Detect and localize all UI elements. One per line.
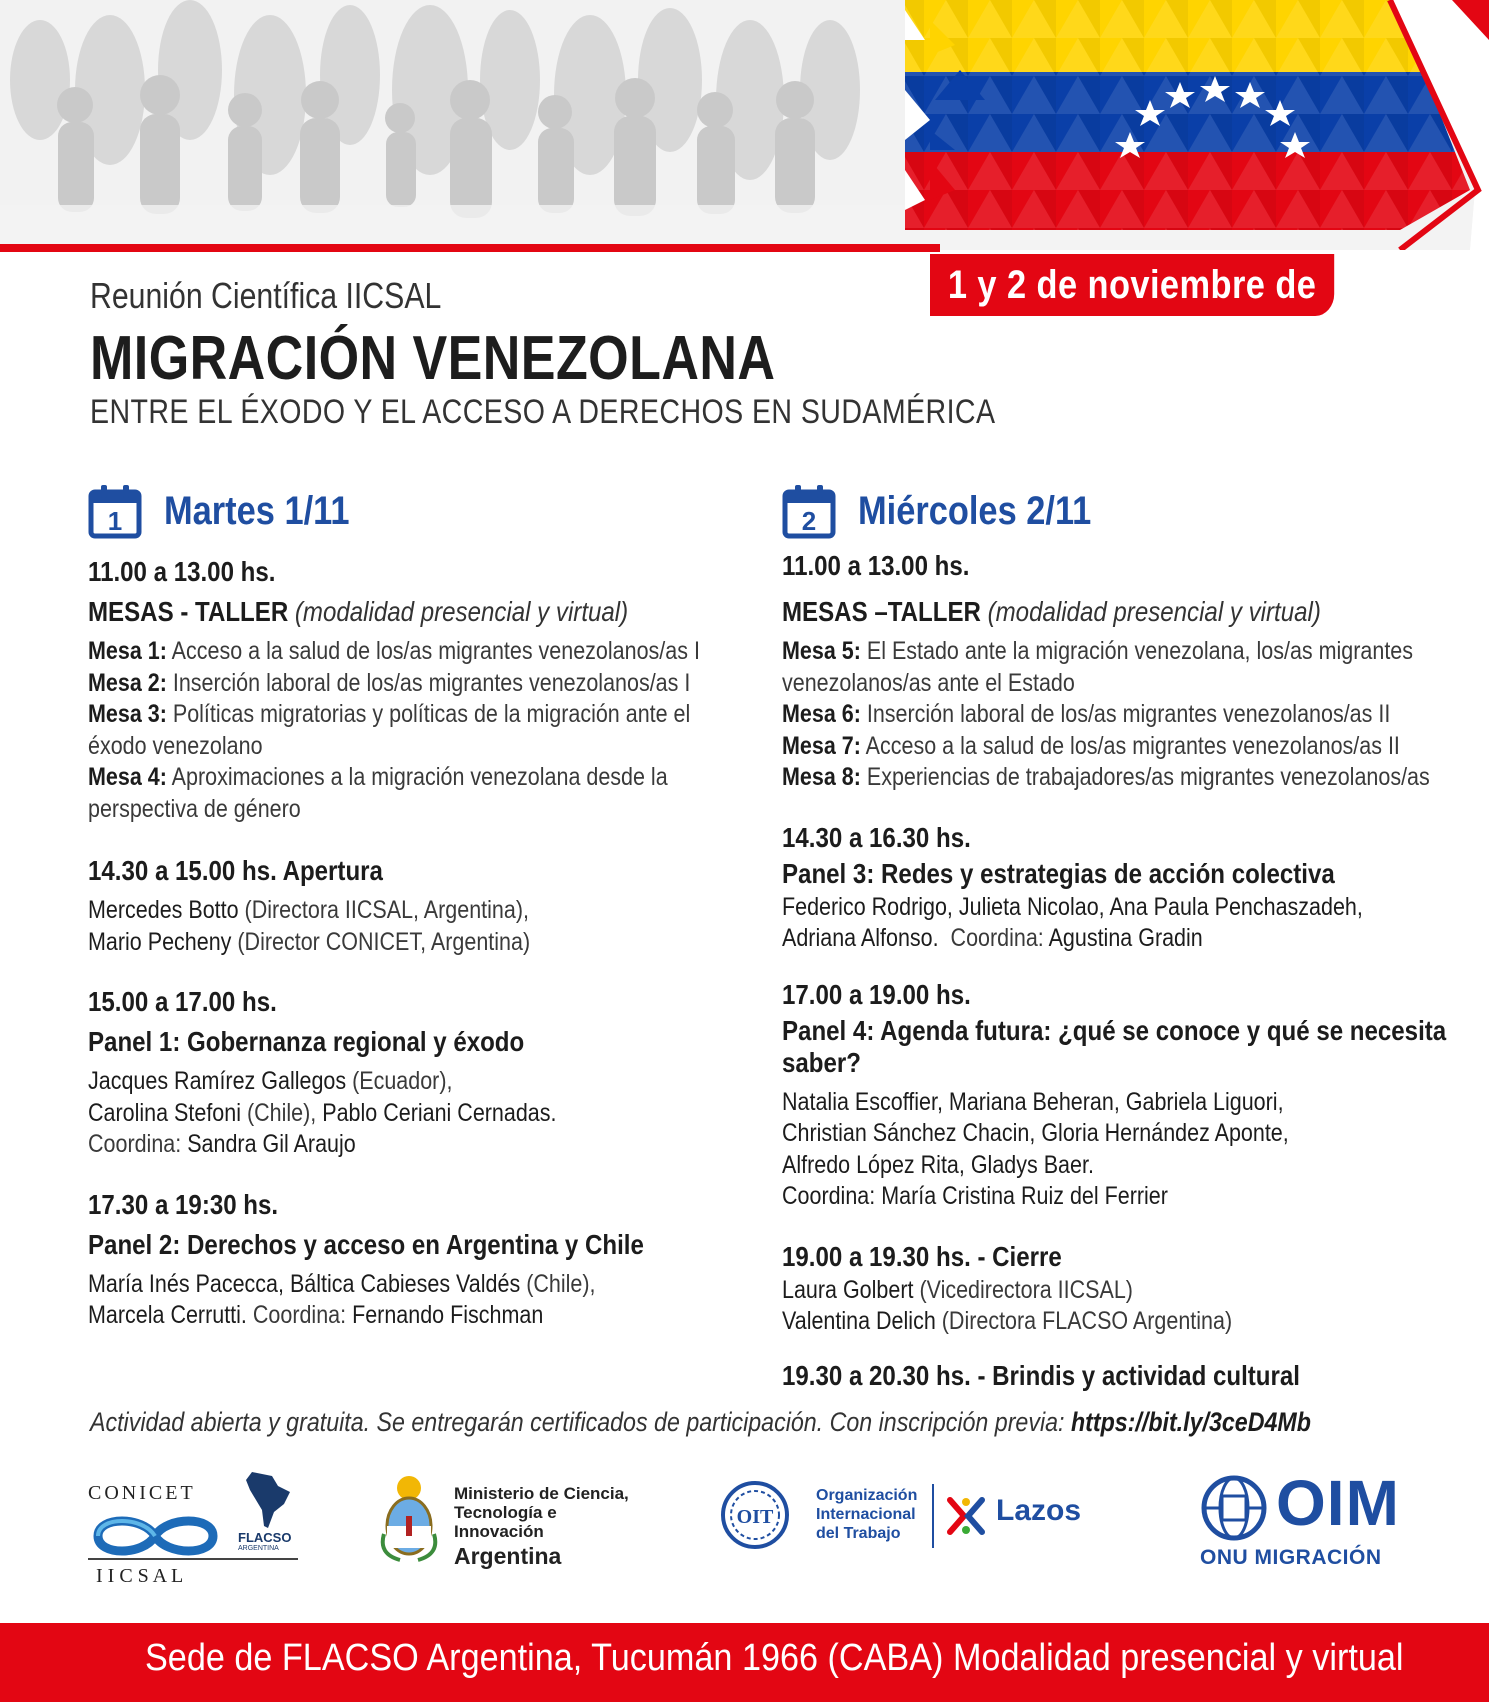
mesa-item: Mesa 1: Acceso a la salud de los/as migrantes venezolanos/as I bbox=[88, 637, 700, 665]
panel-title: Panel 2: Derechos y acceso en Argentina y Chile bbox=[88, 1228, 644, 1260]
svg-text:OIT: OIT bbox=[736, 1506, 774, 1528]
day1-header bbox=[88, 478, 748, 544]
day2-title: Miércoles 2/11 bbox=[858, 488, 1092, 533]
speaker-line: Alfredo López Rita, Gladys Baer. bbox=[782, 1150, 1094, 1179]
calendar-icon bbox=[782, 483, 836, 539]
speaker-line: Marcela Cerrutti. Coordina: Fernando Fischman bbox=[88, 1301, 544, 1329]
mesa-item: Mesa 4: Aproximaciones a la migración venezolana desde la bbox=[88, 763, 668, 791]
speaker-line: Jacques Ramírez Gallegos (Ecuador), bbox=[88, 1067, 453, 1095]
mesa-item: Mesa 6: Inserción laboral de los/as migrantes venezolanos/as II bbox=[782, 700, 1391, 728]
session-time: 15.00 a 17.00 hs. bbox=[88, 986, 277, 1017]
speaker: Mercedes Botto (Directora IICSAL, Argentina), bbox=[88, 896, 529, 924]
speaker: Laura Golbert (Vicedirectora IICSAL) bbox=[782, 1275, 1133, 1304]
iicsal-logo: CONICET FLACSO ARGENTINA I I C S A L bbox=[88, 1470, 298, 1595]
header-divider bbox=[0, 244, 940, 252]
ministerio-logo: Ministerio de Ciencia, Tecnología e Innovación Argentina bbox=[380, 1470, 650, 1570]
event-date-badge: 1 y 2 de noviembre de 2022 bbox=[930, 254, 1334, 316]
speaker: Mario Pecheny (Director CONICET, Argentina) bbox=[88, 927, 531, 956]
event-title: MIGRACIÓN VENEZOLANA bbox=[90, 324, 776, 393]
venue-footer bbox=[0, 1623, 1489, 1702]
calendar-day-number: 2 bbox=[801, 506, 817, 536]
session-time: 19.30 a 20.30 hs. - Brindis y actividad cultural bbox=[782, 1359, 1300, 1391]
infinity-icon bbox=[88, 1508, 223, 1563]
session-time: 17.30 a 19:30 hs. bbox=[88, 1188, 279, 1220]
speaker-line: María Inés Pacecca, Báltica Cabieses Valdés (Chile), bbox=[88, 1269, 596, 1298]
day2-session-panel3 bbox=[782, 822, 1460, 955]
oim-globe-icon bbox=[1200, 1474, 1268, 1542]
panel-title: Panel 4: Agenda futura: ¿qué se conoce y qué se necesita saber? bbox=[782, 1014, 1447, 1078]
day1-title: Martes 1/11 bbox=[164, 488, 350, 533]
venue-text: Sede de FLACSO Argentina, Tucumán 1966 (CABA) Modalidad presencial y virtual bbox=[145, 1637, 1404, 1679]
header-banner bbox=[0, 0, 1489, 250]
day1-session-apertura bbox=[88, 855, 746, 958]
mesa-item: Mesa 7: Acceso a la salud de los/as migrantes venezolanos/as II bbox=[782, 731, 1400, 760]
oim-logo: OIM ONU MIGRACIÓN bbox=[1200, 1467, 1400, 1569]
session-time: 17.00 a 19.00 hs. bbox=[782, 978, 971, 1010]
mesa-item-continued: venezolanos/as ante el Estado bbox=[782, 668, 1075, 697]
lazos-icon bbox=[946, 1496, 986, 1536]
event-kicker: Reunión Científica IICSAL bbox=[90, 275, 442, 316]
coordinator-line: Coordina: María Cristina Ruiz del Ferrier bbox=[782, 1182, 1168, 1210]
day1-session-mesas bbox=[88, 556, 746, 825]
mesa-item-continued: éxodo venezolano bbox=[88, 731, 263, 760]
latin-america-map-icon bbox=[238, 1470, 298, 1530]
venezuela-flag-graphic bbox=[0, 0, 1489, 250]
day2-session-brindis bbox=[782, 1360, 1460, 1392]
session-time: 14.30 a 15.00 hs. Apertura bbox=[88, 855, 383, 886]
day1-column bbox=[88, 478, 748, 1354]
day1-session-panel2 bbox=[88, 1189, 746, 1332]
session-time: 14.30 a 16.30 hs. bbox=[782, 821, 971, 853]
day2-session-mesas bbox=[782, 550, 1460, 794]
speaker-line: Christian Sánchez Chacin, Gloria Hernández Aponte, bbox=[782, 1119, 1289, 1147]
day2-column bbox=[782, 478, 1462, 1414]
mesa-item: Mesa 5: El Estado ante la migración venezolana, los/as migrantes bbox=[782, 637, 1414, 665]
oit-emblem-icon bbox=[720, 1480, 790, 1550]
speaker-line: Federico Rodrigo, Julieta Nicolao, Ana Paula Penchaszadeh, bbox=[782, 892, 1363, 921]
session-time: 11.00 a 13.00 hs. bbox=[88, 556, 276, 587]
coordinator-line: Coordina: Sandra Gil Araujo bbox=[88, 1130, 356, 1158]
speaker-line: Natalia Escoffier, Mariana Beheran, Gabriela Liguori, bbox=[782, 1087, 1284, 1116]
sponsor-logos bbox=[0, 1467, 1489, 1595]
calendar-icon bbox=[88, 483, 142, 539]
session-time: 19.00 a 19.30 hs. - Cierre bbox=[782, 1240, 1062, 1272]
mesa-item-continued: perspectiva de género bbox=[88, 794, 301, 823]
day2-session-panel4 bbox=[782, 979, 1460, 1213]
speaker: Valentina Delich (Directora FLACSO Argentina) bbox=[782, 1307, 1233, 1335]
day2-session-cierre bbox=[782, 1241, 1460, 1338]
session-time: 11.00 a 13.00 hs. bbox=[782, 550, 970, 581]
calendar-day-number: 1 bbox=[107, 506, 123, 536]
speaker-line: Adriana Alfonso. Coordina: Agustina Gradin bbox=[782, 924, 1203, 952]
day1-session-panel1 bbox=[88, 986, 746, 1161]
panel-title: Panel 1: Gobernanza regional y éxodo bbox=[88, 1026, 525, 1057]
session-label: MESAS –TALLER (modalidad presencial y virtual) bbox=[782, 596, 1321, 627]
panel-title: Panel 3: Redes y estrategias de acción colectiva bbox=[782, 857, 1335, 889]
mesa-item: Mesa 3: Políticas migratorias y políticas de la migración ante el bbox=[88, 700, 691, 728]
session-label: MESAS - TALLER (modalidad presencial y virtual) bbox=[88, 596, 629, 627]
speaker-line: Carolina Stefoni (Chile), Pablo Ceriani Cernadas. bbox=[88, 1098, 557, 1127]
oit-lazos-logo: OIT Organización Internacional del Trabajo Lazos bbox=[720, 1470, 1120, 1570]
mesa-item: Mesa 2: Inserción laboral de los/as migrantes venezolanos/as I bbox=[88, 668, 691, 697]
argentina-coat-of-arms-icon bbox=[380, 1474, 438, 1562]
event-subtitle: ENTRE EL ÉXODO Y EL ACCESO A DERECHOS EN SUDAMÉRICA bbox=[90, 393, 996, 431]
day2-header bbox=[782, 478, 1462, 544]
registration-link[interactable]: https://bit.ly/3ceD4Mb bbox=[1070, 1407, 1311, 1437]
mesa-item: Mesa 8: Experiencias de trabajadores/as migrantes venezolanos/as bbox=[782, 763, 1430, 791]
registration-note: Actividad abierta y gratuita. Se entregarán certificados de participación. Con inscripción previa: https://bit.ly/3ceD4Mb bbox=[90, 1407, 1311, 1437]
